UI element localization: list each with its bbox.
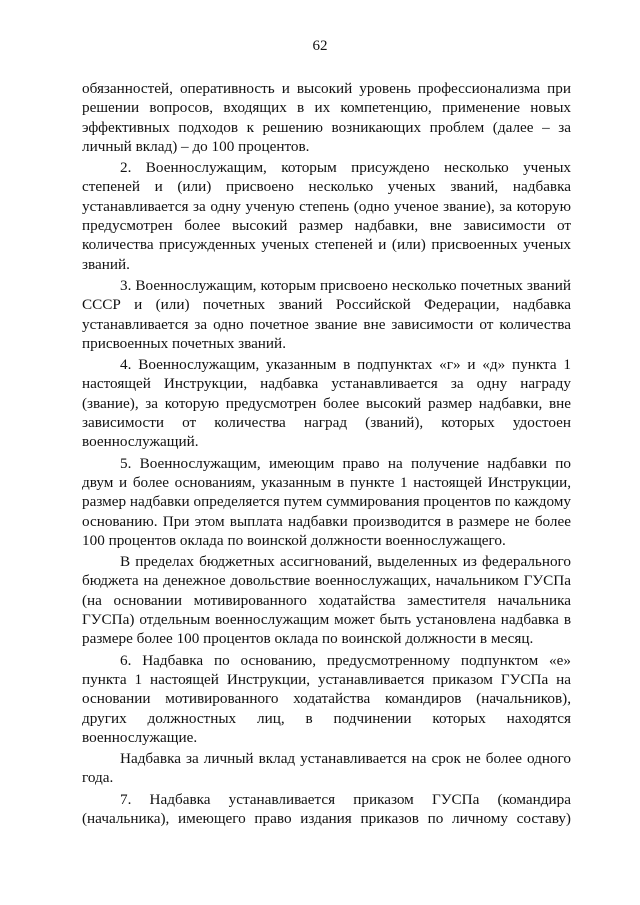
- paragraph-6: 6. Надбавка по основанию, предусмотренному подпунктом «е» пункта 1 настоящей Инструкции, устанавливается приказом ГУСПа на основании мотивированного ходатайства командиров (начальников), других должностных лиц, в подчинении которых находятся военнослужащие.: [82, 651, 571, 746]
- paragraph-5: 5. Военнослужащим, имеющим право на получение надбавки по двум и более основаниям, указанным в пункте 1 настоящей Инструкции, размер надбавки определяется путем суммирования процентов по каждому основанию. При этом выплата надбавки производится в размере не более 100 процентов оклада по воинской должности военнослужащего.: [82, 454, 571, 549]
- paragraph-2: 2. Военнослужащим, которым присуждено несколько ученых степеней и (или) присвоено несколько ученых званий, надбавка устанавливается за одну ученую степень (одно ученое звание), за которую предусмотрен более высокий размер надбавки, вне зависимости от количества присужденных ученых степеней и (или) присвоенных ученых званий.: [82, 159, 571, 273]
- paragraph-4: 4. Военнослужащим, указанным в подпунктах «г» и «д» пункта 1 настоящей Инструкции, надбавка устанавливается за одну награду (звание), за которую предусмотрен более высокий размер надбавки, вне зависимости от количества наград (званий), которых удостоен военнослужащий.: [82, 356, 571, 451]
- paragraph-5-budget: В пределах бюджетных ассигнований, выделенных из федерального бюджета на денежное довольствие военнослужащих, начальником ГУСПа (на основании мотивированного ходатайства заместителя начальника ГУСПа) отдельным военнослужащим может быть установлена надбавка в размере более 100 процентов оклада по воинской должности в месяц.: [82, 553, 571, 648]
- paragraph-7: 7. Надбавка устанавливается приказом ГУСПа (командира (начальника), имеющего право издания приказов по личному составу): [82, 790, 571, 827]
- paragraph-3: 3. Военнослужащим, которым присвоено несколько почетных званий СССР и (или) почетных званий Российской Федерации, надбавка устанавливается за одно почетное звание вне зависимости от количества присвоенных почетных званий.: [82, 276, 571, 352]
- paragraph-6-term: Надбавка за личный вклад устанавливается на срок не более одного года.: [82, 750, 571, 787]
- paragraph-intro-continuation: обязанностей, оперативность и высокий уровень профессионализма при решении вопросов, входящих в их компетенцию, применение новых эффективных подходов к решению возникающих проблем (далее – за личный вклад) – до 100 процентов.: [82, 80, 571, 155]
- page-number: 62: [312, 38, 328, 54]
- body-text: [82, 79, 571, 830]
